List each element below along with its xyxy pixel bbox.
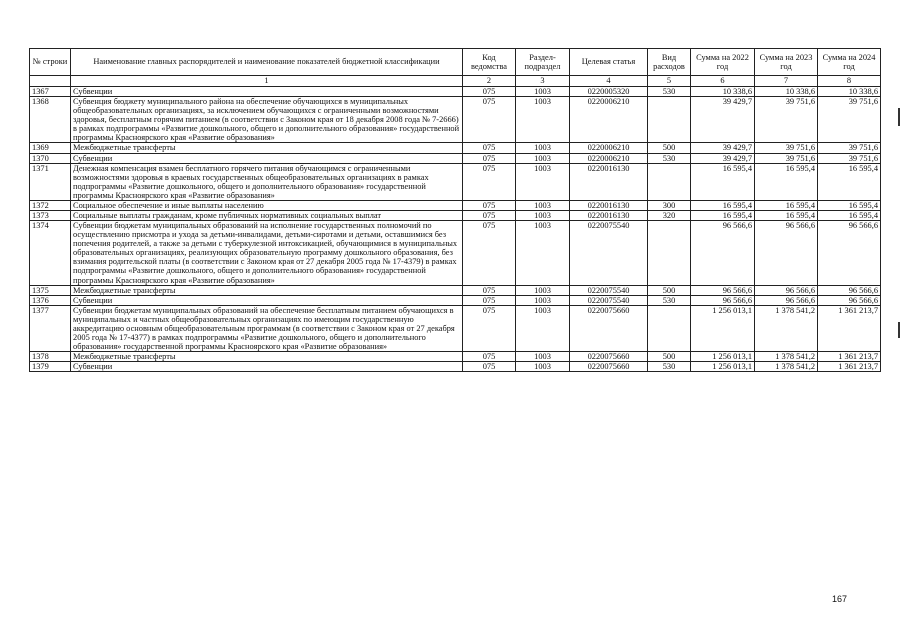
row-sum-2022: 16 595,4 <box>691 163 755 200</box>
row-sum-2022: 96 566,6 <box>691 285 755 295</box>
row-name: Субвенции бюджетам муниципальных образований на обеспечение бесплатным питанием обучающихся в муниципальных и частных общеобразовательных организациях по имеющим государственную аккредитацию основным общеобразовательным программам (в соответствии с Законом края от 27 декабря 2005 года № 17-4377) в рамках подпрограммы «Развитие дошкольного, общего и дополнительного образования» государственной программы Красноярского края «Развитие образования» <box>71 305 463 351</box>
row-target: 0220006210 <box>570 97 648 143</box>
row-section: 1003 <box>516 285 570 295</box>
row-name: Субвенция бюджету муниципального района на обеспечение обучающихся в муниципальных общеобразовательных организациях, за исключением обучающихся с ограниченными возможностями здоровья, бесплатным горячим питанием (в соответствии с Законом края от 18 декабря 2008 года № 7-2666) в рамках подпрограммы «Развитие дошкольного, общего и дополнительного образования» государственной программы Красноярского края «Развитие образования» <box>71 97 463 143</box>
row-name: Субвенции <box>71 153 463 163</box>
row-number: 1370 <box>30 153 71 163</box>
header-sum-2023: Сумма на 2023 год <box>755 49 818 76</box>
row-number: 1367 <box>30 87 71 97</box>
row-expense-type: 530 <box>648 362 691 372</box>
row-sum-2023: 1 378 541,2 <box>755 352 818 362</box>
row-target: 0220006210 <box>570 153 648 163</box>
table-row <box>30 87 881 97</box>
row-target: 0220075660 <box>570 352 648 362</box>
header-sum-2024: Сумма на 2024 год <box>818 49 881 76</box>
row-sum-2023: 39 751,6 <box>755 97 818 143</box>
row-sum-2023: 1 378 541,2 <box>755 305 818 351</box>
table-row <box>30 200 881 210</box>
row-dept-code: 075 <box>463 143 516 153</box>
row-sum-2022: 96 566,6 <box>691 221 755 286</box>
row-expense-type: 500 <box>648 285 691 295</box>
row-expense-type: 530 <box>648 295 691 305</box>
row-section: 1003 <box>516 211 570 221</box>
table-row <box>30 143 881 153</box>
row-sum-2022: 10 338,6 <box>691 87 755 97</box>
column-number: 2 <box>463 76 516 87</box>
row-target: 0220075540 <box>570 221 648 286</box>
row-dept-code: 075 <box>463 352 516 362</box>
row-sum-2024: 1 361 213,7 <box>818 362 881 372</box>
row-sum-2022: 96 566,6 <box>691 295 755 305</box>
column-number: 3 <box>516 76 570 87</box>
row-number: 1376 <box>30 295 71 305</box>
row-sum-2023: 39 751,6 <box>755 153 818 163</box>
row-number: 1368 <box>30 97 71 143</box>
row-section: 1003 <box>516 200 570 210</box>
row-dept-code: 075 <box>463 163 516 200</box>
table-row <box>30 295 881 305</box>
row-sum-2022: 16 595,4 <box>691 200 755 210</box>
row-target: 0220075540 <box>570 285 648 295</box>
header-sum-2022: Сумма на 2022 год <box>691 49 755 76</box>
table-row <box>30 362 881 372</box>
row-dept-code: 075 <box>463 285 516 295</box>
row-name: Социальное обеспечение и иные выплаты населению <box>71 200 463 210</box>
row-target: 0220075660 <box>570 305 648 351</box>
row-sum-2022: 16 595,4 <box>691 211 755 221</box>
row-dept-code: 075 <box>463 305 516 351</box>
table-row <box>30 211 881 221</box>
row-sum-2022: 39 429,7 <box>691 97 755 143</box>
column-number <box>30 76 71 87</box>
row-dept-code: 075 <box>463 153 516 163</box>
row-sum-2022: 39 429,7 <box>691 153 755 163</box>
row-number: 1372 <box>30 200 71 210</box>
row-dept-code: 075 <box>463 295 516 305</box>
row-number: 1369 <box>30 143 71 153</box>
column-number: 5 <box>648 76 691 87</box>
table-row <box>30 285 881 295</box>
budget-table <box>29 48 881 372</box>
row-sum-2024: 96 566,6 <box>818 285 881 295</box>
row-target: 0220016130 <box>570 163 648 200</box>
row-section: 1003 <box>516 305 570 351</box>
row-sum-2024: 96 566,6 <box>818 295 881 305</box>
row-sum-2024: 16 595,4 <box>818 163 881 200</box>
row-number: 1374 <box>30 221 71 286</box>
row-section: 1003 <box>516 295 570 305</box>
row-section: 1003 <box>516 153 570 163</box>
row-target: 0220006210 <box>570 143 648 153</box>
row-expense-type: 530 <box>648 87 691 97</box>
row-sum-2023: 96 566,6 <box>755 285 818 295</box>
header-expense-type: Вид расходов <box>648 49 691 76</box>
row-name: Межбюджетные трансферты <box>71 352 463 362</box>
row-sum-2023: 16 595,4 <box>755 163 818 200</box>
row-dept-code: 075 <box>463 97 516 143</box>
row-number: 1373 <box>30 211 71 221</box>
row-expense-type: 530 <box>648 153 691 163</box>
row-dept-code: 075 <box>463 200 516 210</box>
row-sum-2024: 16 595,4 <box>818 200 881 210</box>
row-section: 1003 <box>516 143 570 153</box>
header-target: Целевая статья <box>570 49 648 76</box>
row-number: 1371 <box>30 163 71 200</box>
table-body <box>30 87 881 372</box>
scan-edge-mark <box>898 322 900 338</box>
row-sum-2022: 39 429,7 <box>691 143 755 153</box>
row-section: 1003 <box>516 87 570 97</box>
row-sum-2023: 16 595,4 <box>755 211 818 221</box>
row-sum-2024: 39 751,6 <box>818 97 881 143</box>
row-sum-2022: 1 256 013,1 <box>691 305 755 351</box>
row-expense-type <box>648 221 691 286</box>
row-name: Денежная компенсация взамен бесплатного горячего питания обучающимся с ограниченными возможностями здоровья в краевых государственных общеобразовательных организациях в рамках подпрограммы «Развитие дошкольного, общего и дополнительного образования» государственной программы Красноярского края «Развитие образования» <box>71 163 463 200</box>
row-expense-type <box>648 305 691 351</box>
row-sum-2024: 1 361 213,7 <box>818 305 881 351</box>
column-number: 1 <box>71 76 463 87</box>
header-row <box>30 49 881 76</box>
scan-edge-mark <box>898 108 900 126</box>
column-number: 8 <box>818 76 881 87</box>
row-number: 1379 <box>30 362 71 372</box>
row-number: 1375 <box>30 285 71 295</box>
row-name: Социальные выплаты гражданам, кроме публичных нормативных социальных выплат <box>71 211 463 221</box>
column-number: 4 <box>570 76 648 87</box>
row-expense-type: 300 <box>648 200 691 210</box>
row-expense-type: 500 <box>648 143 691 153</box>
page-number: 167 <box>832 594 848 604</box>
row-target: 0220005320 <box>570 87 648 97</box>
row-dept-code: 075 <box>463 221 516 286</box>
row-sum-2024: 10 338,6 <box>818 87 881 97</box>
row-sum-2023: 1 378 541,2 <box>755 362 818 372</box>
row-target: 0220016130 <box>570 200 648 210</box>
row-expense-type <box>648 97 691 143</box>
row-section: 1003 <box>516 221 570 286</box>
row-dept-code: 075 <box>463 87 516 97</box>
table-row <box>30 163 881 200</box>
column-number-row <box>30 76 881 87</box>
row-name: Субвенции <box>71 295 463 305</box>
row-target: 0220075540 <box>570 295 648 305</box>
row-sum-2022: 1 256 013,1 <box>691 352 755 362</box>
row-target: 0220016130 <box>570 211 648 221</box>
row-sum-2024: 39 751,6 <box>818 153 881 163</box>
row-name: Субвенции <box>71 362 463 372</box>
row-number: 1378 <box>30 352 71 362</box>
row-name: Субвенции <box>71 87 463 97</box>
row-expense-type <box>648 163 691 200</box>
row-sum-2023: 96 566,6 <box>755 295 818 305</box>
row-section: 1003 <box>516 97 570 143</box>
column-number: 7 <box>755 76 818 87</box>
row-sum-2023: 16 595,4 <box>755 200 818 210</box>
row-name: Субвенции бюджетам муниципальных образований на исполнение государственных полномочий по осуществлению присмотра и ухода за детьми-инвалидами, детьми-сиротами и детьми, оставшимися без попечения родителей, а также за детьми с туберкулезной интоксикацией, обучающимися в муниципальных образовательных организациях, реализующих образовательную программу дошкольного образования, без взимания родительской платы (в соответствии с Законом края от 27 декабря 2005 года № 17-4379) в рамках подпрограммы «Развитие дошкольного, общего и дополнительного образования» государственной программы Красноярского края «Развитие образования» <box>71 221 463 286</box>
table-row <box>30 305 881 351</box>
table-row <box>30 352 881 362</box>
row-name: Межбюджетные трансферты <box>71 285 463 295</box>
row-section: 1003 <box>516 362 570 372</box>
table-row <box>30 153 881 163</box>
header-dept-code: Код ведомства <box>463 49 516 76</box>
row-dept-code: 075 <box>463 362 516 372</box>
row-name: Межбюджетные трансферты <box>71 143 463 153</box>
row-sum-2024: 96 566,6 <box>818 221 881 286</box>
row-section: 1003 <box>516 352 570 362</box>
header-row-no: № строки <box>30 49 71 76</box>
row-section: 1003 <box>516 163 570 200</box>
row-sum-2023: 10 338,6 <box>755 87 818 97</box>
header-section: Раздел-подраздел <box>516 49 570 76</box>
row-number: 1377 <box>30 305 71 351</box>
row-target: 0220075660 <box>570 362 648 372</box>
row-sum-2024: 1 361 213,7 <box>818 352 881 362</box>
row-expense-type: 500 <box>648 352 691 362</box>
header-name: Наименование главных распорядителей и наименование показателей бюджетной классификации <box>71 49 463 76</box>
row-sum-2022: 1 256 013,1 <box>691 362 755 372</box>
row-sum-2023: 96 566,6 <box>755 221 818 286</box>
row-expense-type: 320 <box>648 211 691 221</box>
row-dept-code: 075 <box>463 211 516 221</box>
row-sum-2024: 16 595,4 <box>818 211 881 221</box>
row-sum-2023: 39 751,6 <box>755 143 818 153</box>
column-number: 6 <box>691 76 755 87</box>
table-row <box>30 97 881 143</box>
row-sum-2024: 39 751,6 <box>818 143 881 153</box>
table-row <box>30 221 881 286</box>
